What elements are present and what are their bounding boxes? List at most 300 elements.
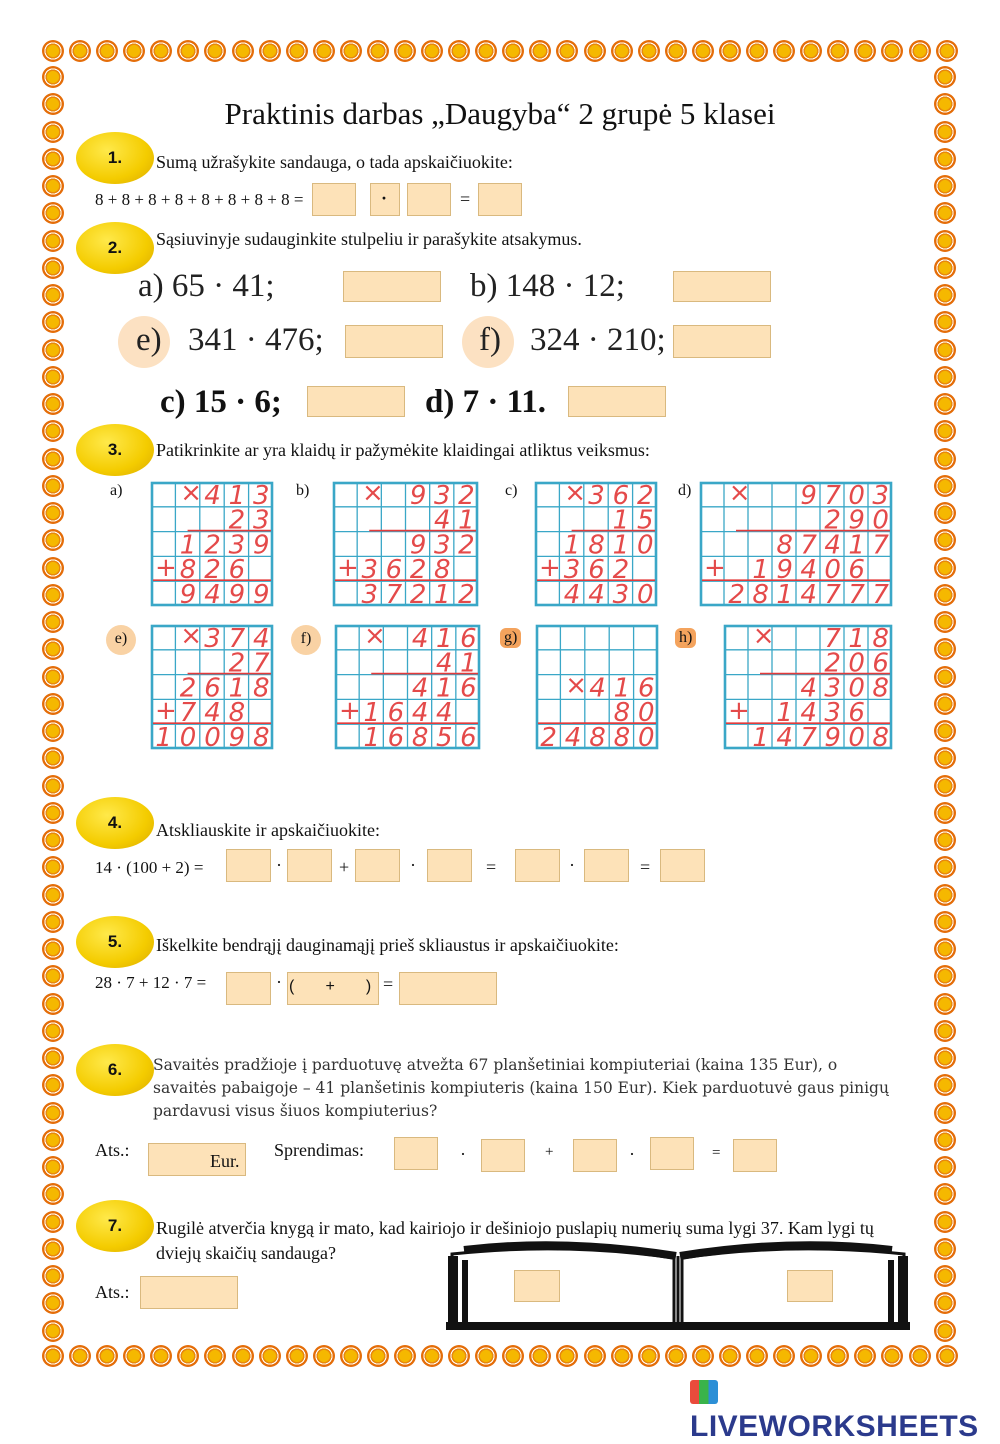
sun-border-icon [934,856,956,878]
sun-border-icon [934,175,956,197]
grid-digit: 6 [460,623,477,654]
sun-border-icon [934,66,956,88]
task-4-answer-2[interactable] [287,849,332,882]
sun-border-icon [367,1345,389,1367]
task-6-solution-2[interactable] [481,1139,525,1172]
sun-border-icon [340,1345,362,1367]
grid-digit: 4 [589,673,606,704]
task-6-sprendimas-label: Sprendimas: [274,1140,364,1160]
sun-border-icon [934,884,956,906]
grid-digit: 4 [564,723,582,753]
grid-digit: 4 [411,698,429,729]
task-2-a-answer[interactable] [343,271,441,302]
grid-digit: 2 [204,530,221,561]
grid-digit: 2 [728,580,745,610]
task-2-b: b) 148 · 12; [470,268,625,304]
grid-f[interactable] [335,620,480,753]
grid-g[interactable] [536,625,658,753]
sun-border-icon [529,40,551,62]
task-2-e: 341 · 476; [188,322,324,358]
sun-border-icon [934,1020,956,1042]
grid-digit: 9 [824,723,841,753]
grid-digit: 9 [409,480,427,511]
sun-border-icon [934,257,956,279]
sun-border-icon [232,40,254,62]
task-2-e-answer[interactable] [345,325,443,358]
sun-border-icon [934,202,956,224]
task-5-expression: 28 · 7 + 12 · 7 = [95,973,207,992]
sun-border-icon [773,40,795,62]
task-6-plus: + [545,1144,554,1160]
grid-d-label: d) [678,482,692,499]
grid-digit: 8 [588,530,605,561]
task-2-f: 324 · 210; [530,322,666,358]
sun-border-icon [502,1345,524,1367]
grid-b[interactable] [333,477,478,610]
task-1-expression: 8 + 8 + 8 + 8 + 8 + 8 + 8 + 8 = [95,190,304,209]
grid-digit: 1 [776,698,793,729]
sun-border-icon [665,1345,687,1367]
sun-border-icon [42,1238,64,1260]
grid-digit: 2 [204,555,221,586]
grid-digit: 5 [636,505,654,536]
task-7-right-page-number[interactable] [787,1270,833,1302]
grid-digit: 1 [363,723,381,753]
sun-border-icon [936,40,958,62]
grid-digit: 3 [252,480,270,511]
grid-digit: 4 [800,580,817,610]
liveworksheets-logo [690,1376,1000,1444]
task-4-answer-1[interactable] [226,849,271,882]
task-2-d-answer[interactable] [568,386,666,417]
plus-sign: + [155,553,177,584]
sun-border-icon [934,666,956,688]
sun-border-icon [934,693,956,715]
multiply-sign: × [180,477,203,508]
grid-digit: 2 [458,480,475,511]
sun-border-icon [934,1320,956,1342]
sun-border-icon [204,1345,226,1367]
sun-border-icon [42,311,64,333]
grid-digit: 8 [589,723,606,753]
sun-border-icon [42,720,64,742]
task-2-f-label: f) [479,322,501,358]
sun-border-icon [909,1345,931,1367]
grid-digit: 0 [824,555,841,586]
grid-digit: 8 [179,555,197,586]
sun-border-icon [773,1345,795,1367]
task-4-dot-2: · [410,855,416,875]
task-6-dot-2: · [629,1144,635,1164]
border-left [42,66,64,1342]
sun-border-icon [936,1345,958,1367]
sun-border-icon [259,1345,281,1367]
grid-digit: 4 [800,698,817,729]
grid-digit: 8 [752,580,769,610]
grid-digit: 0 [637,698,655,729]
grid-digit: 3 [434,530,451,561]
grid-h-label[interactable]: h) [675,628,696,648]
sun-border-icon [934,802,956,824]
task-6-solution-1[interactable] [394,1137,438,1170]
grid-a[interactable] [151,477,273,610]
grid-digit: 3 [872,480,889,511]
sun-border-icon [42,148,64,170]
multiply-sign: × [565,670,588,701]
grid-digit: 2 [824,648,841,679]
sun-border-icon [934,148,956,170]
sun-border-icon [934,1292,956,1314]
sun-border-icon [746,1345,768,1367]
grid-digit: 9 [409,530,427,561]
multiply-sign: × [564,477,587,508]
grid-digit: 9 [179,580,197,610]
sun-border-icon [502,40,524,62]
grid-digit: 4 [411,673,429,704]
grid-digit: 3 [252,505,270,536]
task-6-badge: 6. [76,1044,154,1096]
grid-digit: 8 [228,698,246,729]
grid-digit: 0 [848,648,865,679]
sun-border-icon [934,611,956,633]
task-4-answer-3[interactable] [355,849,400,882]
grid-c[interactable] [535,477,657,610]
grid-digit: 2 [458,580,475,610]
sun-border-icon [934,230,956,252]
grid-digit: 9 [228,723,246,753]
grid-digit: 2 [540,723,557,753]
grid-digit: 9 [252,580,270,610]
grid-digit: 0 [179,723,197,753]
logo-icon [690,1380,718,1404]
grid-digit: 1 [776,580,793,610]
sun-border-icon [934,1129,956,1151]
sun-border-icon [313,1345,335,1367]
grid-b-label: b) [296,482,310,499]
grid-digit: 7 [824,480,841,511]
sun-border-icon [692,40,714,62]
grid-digit: 8 [252,673,270,704]
task-2-a: a) 65 · 41; [138,268,275,304]
grid-digit: 8 [613,698,631,729]
sun-border-icon [934,829,956,851]
task-1-answer-3[interactable] [407,183,451,216]
task-5-paren: ( + ) [289,978,372,995]
sun-border-icon [42,911,64,933]
sun-border-icon [800,1345,822,1367]
grid-digit: 3 [824,673,841,704]
grid-digit: 4 [800,555,817,586]
grid-digit: 1 [613,673,631,704]
task-1-badge: 1. [76,132,154,184]
sun-border-icon [448,1345,470,1367]
task-5-dot: · [276,972,282,992]
grid-digit: 4 [824,530,841,561]
grid-digit: 8 [434,555,451,586]
sun-border-icon [42,1183,64,1205]
sun-border-icon [96,1345,118,1367]
multiply-sign: × [364,620,386,651]
grid-digit: 8 [252,723,270,753]
sun-border-icon [934,502,956,524]
sun-border-icon [42,1292,64,1314]
sun-border-icon [934,284,956,306]
sun-border-icon [42,1345,64,1367]
sun-border-icon [42,747,64,769]
sun-border-icon [421,40,443,62]
grid-digit: 0 [848,673,865,704]
grid-digit: 7 [872,580,889,610]
task-1-answer-1[interactable] [312,183,356,216]
plus-sign: + [337,553,359,584]
grid-digit: 2 [228,648,246,679]
grid-digit: 3 [361,555,379,586]
sun-border-icon [421,1345,443,1367]
task-2-c: c) 15 · 6; [160,384,282,420]
grid-e[interactable] [151,620,273,753]
sun-border-icon [42,938,64,960]
task-6-dot-1: · [460,1144,466,1164]
grid-digit: 2 [458,530,475,561]
sun-border-icon [934,557,956,579]
sun-border-icon [177,40,199,62]
sun-border-icon [934,938,956,960]
sun-border-icon [448,40,470,62]
task-1-instruction: Sumą užrašykite sandauga, o tada apskaičiuokite: [156,152,513,172]
sun-border-icon [313,40,335,62]
grid-digit: 4 [436,648,453,679]
task-6-ats-label: Ats.: [95,1140,130,1160]
sun-border-icon [42,829,64,851]
sun-border-icon [42,420,64,442]
task-4-answer-5[interactable] [515,849,560,882]
sun-border-icon [42,175,64,197]
sun-border-icon [150,1345,172,1367]
task-6-solution-5[interactable] [733,1139,777,1172]
grid-digit: 7 [800,530,817,561]
task-7-badge: 7. [76,1200,154,1252]
grid-digit: 4 [800,673,817,704]
sun-border-icon [394,40,416,62]
task-7-left-page-number[interactable] [514,1270,560,1302]
sun-border-icon [42,693,64,715]
grid-h[interactable] [724,620,892,753]
task-2-c-answer[interactable] [307,386,405,417]
plus-sign: + [339,696,361,727]
task-5-answer-2[interactable] [399,972,497,1005]
sun-border-icon [259,40,281,62]
sun-border-icon [123,40,145,62]
grid-c-label: c) [505,482,518,499]
task-4-answer-7[interactable] [660,849,705,882]
grid-digit: 6 [637,673,655,704]
grid-digit: 0 [848,723,865,753]
grid-digit: 4 [434,505,451,536]
grid-digit: 1 [155,723,172,753]
task-4-expression: 14 · (100 + 2) = [95,858,204,877]
task-7-ats-label: Ats.: [95,1282,130,1302]
grid-digit: 2 [824,505,841,536]
grid-digit: 1 [752,555,769,586]
grid-digit: 0 [636,530,654,561]
grid-digit: 7 [179,698,197,729]
grid-digit: 3 [563,555,581,586]
sun-border-icon [204,40,226,62]
task-6-equals: = [712,1145,721,1161]
grid-digit: 4 [776,723,793,753]
sun-border-icon [827,40,849,62]
grid-digit: 6 [204,673,221,704]
task-2-badge: 2. [76,222,154,274]
task-5-equals: = [383,974,394,994]
sun-border-icon [177,1345,199,1367]
sun-border-icon [934,448,956,470]
grid-d[interactable] [700,477,892,610]
sun-border-icon [934,1183,956,1205]
sun-border-icon [692,1345,714,1367]
sun-border-icon [556,1345,578,1367]
grid-digit: 4 [252,623,270,654]
sun-border-icon [42,1320,64,1342]
grid-digit: 1 [460,648,477,679]
grid-f-label[interactable]: f) [291,625,321,655]
grid-digit: 5 [436,723,453,753]
grid-digit: 3 [588,480,605,511]
sun-border-icon [42,284,64,306]
sun-border-icon [42,366,64,388]
multiply-sign: × [752,620,775,651]
grid-digit: 7 [848,580,865,610]
grid-digit: 7 [872,530,889,561]
grid-digit: 9 [848,505,865,536]
multiply-sign: × [362,477,384,508]
sun-border-icon [934,1238,956,1260]
grid-e-label[interactable]: e) [106,625,136,655]
sun-border-icon [638,1345,660,1367]
sun-border-icon [854,1345,876,1367]
task-2-b-answer[interactable] [673,271,771,302]
sun-border-icon [934,1265,956,1287]
grid-digit: 1 [458,505,475,536]
border-bottom [42,1345,958,1367]
sun-border-icon [42,202,64,224]
sun-border-icon [123,1345,145,1367]
grid-digit: 4 [204,580,221,610]
border-right [934,66,956,1342]
grid-digit: 1 [848,530,865,561]
sun-border-icon [42,257,64,279]
grid-digit: 1 [752,723,769,753]
grid-digit: 3 [612,580,630,610]
sun-border-icon [42,529,64,551]
sun-border-icon [42,965,64,987]
sun-border-icon [42,1047,64,1069]
task-2-f-answer[interactable] [673,325,771,358]
task-4-instruction: Atskliauskite ir apskaičiuokite: [156,820,380,840]
task-4-answer-4[interactable] [427,849,472,882]
grid-digit: 8 [613,723,631,753]
sun-border-icon [719,40,741,62]
grid-digit: 2 [636,480,654,511]
sun-border-icon [934,1102,956,1124]
sun-border-icon [556,40,578,62]
grid-digit: 1 [228,480,246,511]
sun-border-icon [934,366,956,388]
grid-digit: 9 [252,530,270,561]
grid-digit: 7 [252,648,270,679]
grid-g-label[interactable]: g) [500,628,521,648]
task-6-solution-3[interactable] [573,1139,617,1172]
plus-sign: + [704,553,726,584]
sun-border-icon [42,1074,64,1096]
sun-border-icon [42,66,64,88]
grid-digit: 7 [228,623,246,654]
grid-digit: 7 [385,580,403,610]
sun-border-icon [584,40,606,62]
grid-digit: 6 [612,480,630,511]
grid-digit: 1 [848,623,865,654]
grid-digit: 1 [436,623,453,654]
sun-border-icon [934,339,956,361]
grid-digit: 6 [387,698,405,729]
sun-border-icon [42,775,64,797]
sun-border-icon [934,1074,956,1096]
grid-digit: 9 [800,480,817,511]
sun-border-icon [232,1345,254,1367]
grid-digit: 8 [872,673,889,704]
sun-border-icon [934,911,956,933]
grid-digit: 4 [411,623,429,654]
sun-border-icon [934,965,956,987]
grid-digit: 6 [385,555,403,586]
grid-digit: 1 [179,530,197,561]
sun-border-icon [934,720,956,742]
grid-a-label: a) [110,482,123,499]
task-1-answer-4[interactable] [478,183,522,216]
grid-digit: 9 [228,580,246,610]
sun-border-icon [827,1345,849,1367]
grid-digit: 3 [204,623,221,654]
sun-border-icon [42,1129,64,1151]
grid-digit: 4 [588,580,605,610]
sun-border-icon [69,1345,91,1367]
task-6-solution-4[interactable] [650,1137,694,1170]
grid-digit: 0 [872,505,889,536]
grid-digit: 9 [776,555,793,586]
sun-border-icon [42,40,64,62]
sun-border-icon [746,40,768,62]
sun-border-icon [340,40,362,62]
task-5-answer-1[interactable] [226,972,271,1005]
sun-border-icon [394,1345,416,1367]
sun-border-icon [150,40,172,62]
sun-border-icon [42,993,64,1015]
task-4-dot-3: · [569,855,575,875]
sun-border-icon [611,40,633,62]
task-4-badge: 4. [76,797,154,849]
sun-border-icon [286,1345,308,1367]
task-6-text: Savaitės pradžioje į parduotuvę atvežta 67 planšetiniai kompiuteriai (kaina 135 Eur), o savaitės pabaigoje – 41 planšetinis kompiuteris (kaina 150 Eur). Kiek parduotuvė gaus pinigų pardavusi visus šiuos kompiuterius? [153,1056,889,1120]
task-4-answer-6[interactable] [584,849,629,882]
sun-border-icon [42,502,64,524]
plus-sign: + [728,696,750,727]
grid-digit: 2 [612,555,630,586]
grid-digit: 8 [776,530,793,561]
sun-border-icon [934,529,956,551]
task-7-answer[interactable] [140,1276,238,1309]
grid-digit: 1 [612,530,630,561]
task-1-dot: · [381,188,388,208]
